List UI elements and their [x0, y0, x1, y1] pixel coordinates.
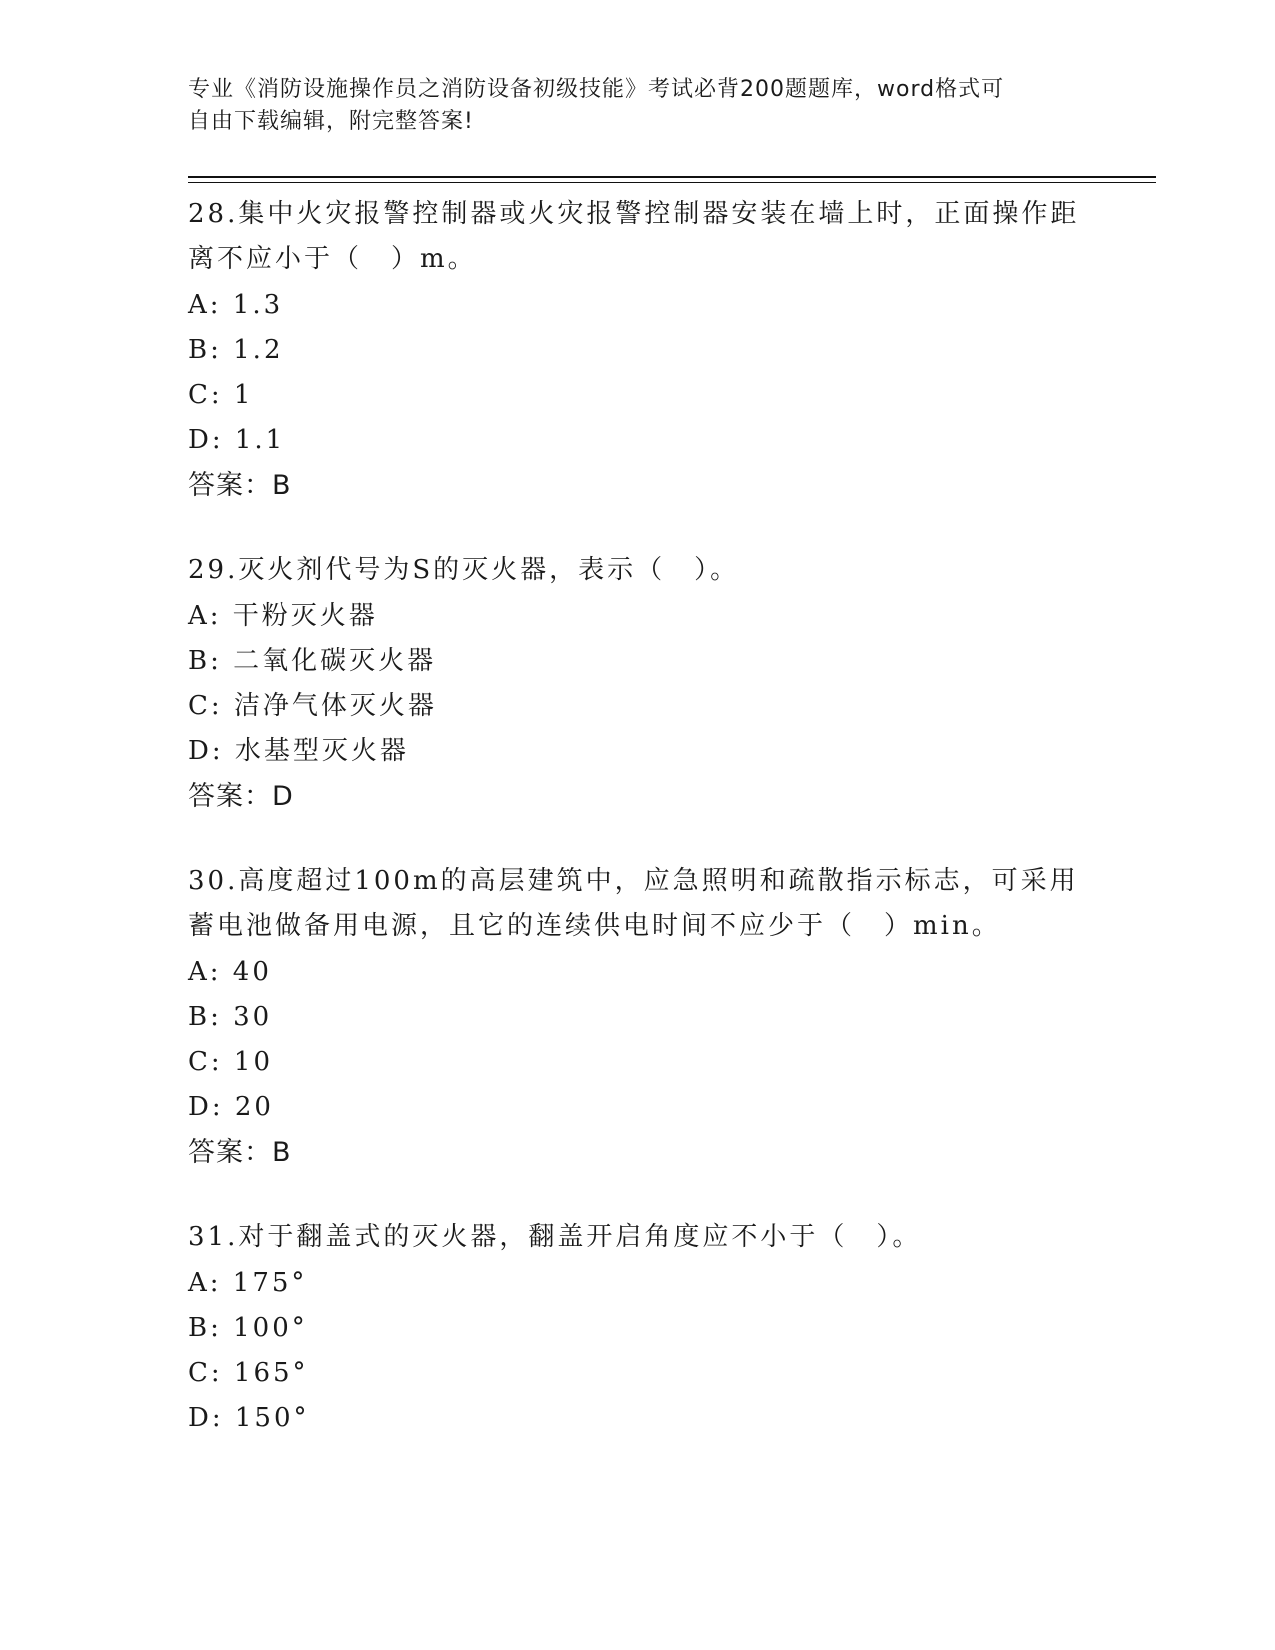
option-b: B: 1.2 [188, 335, 284, 365]
option-d: D: 20 [188, 1092, 274, 1122]
question-stem-line: 28.集中火灾报警控制器或火灾报警控制器安装在墙上时，正面操作距 [188, 199, 1080, 229]
option-c: C: 165° [188, 1358, 309, 1388]
question-stem-line: 离不应小于（ ）m。 [188, 244, 477, 274]
question-stem [188, 548, 1088, 593]
option-a: A: 干粉灭火器 [188, 601, 378, 631]
question-stem-line: 30.高度超过100m的高层建筑中，应急照明和疏散指示标志，可采用 [188, 866, 1079, 896]
header-divider-thick [188, 176, 1156, 178]
answer: 答案：B [188, 1137, 292, 1168]
question-stem-line: 31.对于翻盖式的灭火器，翻盖开启角度应不小于（ ）。 [188, 1222, 922, 1252]
question-list [188, 192, 1088, 1481]
header-line-2: 自由下载编辑，附完整答案! [188, 109, 474, 134]
option-a: A: 175° [188, 1268, 308, 1298]
question-stem-line: 蓄电池做备用电源，且它的连续供电时间不应少于（ ）min。 [188, 911, 1001, 941]
header-line-1: 专业《消防设施操作员之消防设备初级技能》考试必背200题题库，word格式可 [188, 77, 1005, 102]
option-b: B: 100° [188, 1313, 308, 1343]
option-d: D: 水基型灭火器 [188, 736, 409, 766]
answer: 答案：D [188, 781, 294, 812]
option-d: D: 1.1 [188, 425, 286, 455]
option-b: B: 二氧化碳灭火器 [188, 646, 437, 676]
question-29 [188, 548, 1088, 819]
question-stem [188, 859, 1088, 949]
question-30 [188, 859, 1088, 1175]
question-stem-line: 29.灭火剂代号为S的灭火器，表示（ ）。 [188, 555, 740, 585]
option-d: D: 150° [188, 1403, 310, 1433]
answer: 答案：B [188, 470, 292, 501]
option-c: C: 1 [188, 380, 254, 410]
question-28 [188, 192, 1088, 508]
document-header [188, 74, 1088, 138]
option-a: A: 1.3 [188, 290, 284, 320]
option-b: B: 30 [188, 1002, 273, 1032]
question-stem [188, 192, 1088, 282]
option-a: A: 40 [188, 957, 272, 987]
option-c: C: 10 [188, 1047, 274, 1077]
question-stem [188, 1215, 1088, 1260]
question-31 [188, 1215, 1088, 1441]
header-divider-thin [188, 182, 1156, 183]
option-c: C: 洁净气体灭火器 [188, 691, 437, 721]
